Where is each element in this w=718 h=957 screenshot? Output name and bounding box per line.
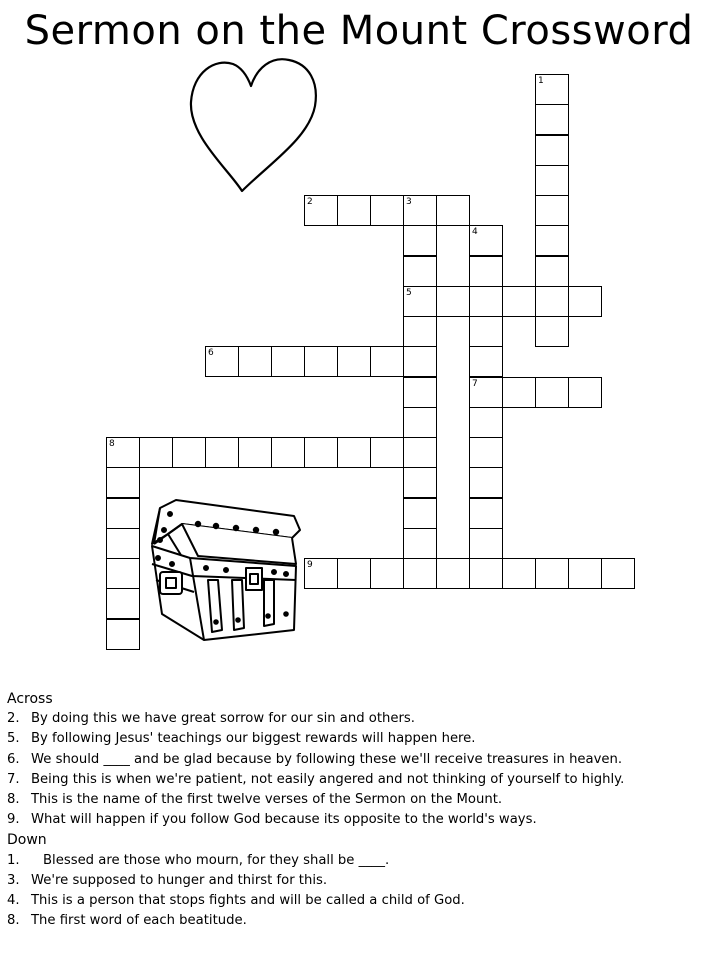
grid-cell[interactable] [337,437,371,468]
grid-cell[interactable] [106,528,140,559]
grid-cell[interactable] [403,498,437,529]
grid-cell[interactable] [403,377,437,408]
grid-cell[interactable] [205,437,239,468]
grid-cell[interactable] [370,437,404,468]
grid-cell[interactable] [469,346,503,377]
down-heading: Down [7,832,47,849]
grid-cell[interactable] [337,195,371,226]
grid-cell[interactable] [469,498,503,529]
across-clue-2: 2. By doing this we have great sorrow for our sin and others. [7,711,415,727]
clue-number: 3 [406,197,412,207]
grid-cell[interactable] [403,407,437,438]
grid-cell[interactable] [601,558,635,589]
grid-cell[interactable] [535,316,569,347]
grid-cell[interactable] [502,286,536,317]
grid-cell[interactable] [568,286,602,317]
grid-cell[interactable] [271,346,305,377]
down-clue-8: 8. The first word of each beatitude. [7,913,247,929]
grid-cell[interactable] [436,558,470,589]
grid-cell[interactable] [337,558,371,589]
grid-cell[interactable] [568,377,602,408]
page-title: Sermon on the Mount Crossword [24,8,694,54]
grid-cell[interactable] [238,346,272,377]
grid-cell[interactable] [502,377,536,408]
clues-section [7,689,717,931]
across-clue-7: 7. Being this is when we're patient, not easily angered and not thinking of yourself to highly. [7,771,625,787]
grid-cell[interactable] [304,346,338,377]
grid-cell[interactable] [403,437,437,468]
grid-cell[interactable] [535,165,569,196]
clue-number: 9 [307,560,313,570]
grid-cell[interactable] [469,558,503,589]
clue-number: 8 [109,439,115,449]
grid-cell[interactable] [403,195,437,226]
across-clue-9: 9. What will happen if you follow God because its opposite to the world's ways. [7,812,537,828]
grid-cell[interactable] [436,195,470,226]
grid-cell[interactable] [469,528,503,559]
grid-cell[interactable] [403,286,437,317]
grid-cell[interactable] [469,407,503,438]
grid-cell[interactable] [106,619,140,650]
grid-cell[interactable] [535,256,569,287]
clue-number: 7 [472,379,478,389]
grid-cell[interactable] [106,437,140,468]
grid-cell[interactable] [304,558,338,589]
grid-cell[interactable] [535,74,569,105]
across-clue-6: 6. We should ____ and be glad because by following these we'll receive treasures in heaven. [7,751,623,767]
grid-cell[interactable] [469,437,503,468]
grid-cell[interactable] [106,588,140,619]
grid-cell[interactable] [238,437,272,468]
grid-cell[interactable] [403,467,437,498]
grid-cell[interactable] [370,195,404,226]
grid-cell[interactable] [469,256,503,287]
grid-cell[interactable] [469,467,503,498]
grid-cell[interactable] [304,195,338,226]
clue-number: 6 [208,348,214,358]
grid-cell[interactable] [370,346,404,377]
grid-cell[interactable] [535,104,569,135]
grid-cell[interactable] [469,377,503,408]
grid-cell[interactable] [469,316,503,347]
grid-cell[interactable] [502,558,536,589]
clue-number: 2 [307,197,313,207]
grid-cell[interactable] [304,437,338,468]
grid-cell[interactable] [535,135,569,166]
down-clue-1: 1. Blessed are those who mourn, for they shall be ____. [7,852,390,868]
down-clue-3: 3. We're supposed to hunger and thirst for this. [7,872,328,888]
clue-number: 5 [406,288,412,298]
clue-number: 4 [472,227,478,237]
down-clue-4: 4. This is a person that stops fights and will be called a child of God. [7,893,465,909]
across-clue-8: 8. This is the name of the first twelve verses of the Sermon on the Mount. [7,792,503,808]
grid-cell[interactable] [535,225,569,256]
grid-cell[interactable] [205,346,239,377]
grid-cell[interactable] [403,528,437,559]
grid-cell[interactable] [172,437,206,468]
grid-cell[interactable] [535,286,569,317]
grid-cell[interactable] [403,558,437,589]
grid-cell[interactable] [139,437,173,468]
grid-cell[interactable] [370,558,404,589]
grid-cell[interactable] [403,256,437,287]
grid-cell[interactable] [436,286,470,317]
grid-cell[interactable] [271,437,305,468]
clue-number: 1 [538,76,544,86]
grid-cell[interactable] [535,195,569,226]
across-heading: Across [7,691,53,707]
grid-cell[interactable] [106,498,140,529]
grid-cell[interactable] [535,558,569,589]
grid-cell[interactable] [337,346,371,377]
grid-cell[interactable] [469,286,503,317]
grid-cell[interactable] [403,316,437,347]
grid-cell[interactable] [403,225,437,256]
grid-cell[interactable] [403,346,437,377]
grid-cell[interactable] [106,558,140,589]
across-clue-5: 5. By following Jesus' teachings our biggest rewards will happen here. [7,731,476,747]
grid-cell[interactable] [568,558,602,589]
grid-cell[interactable] [535,377,569,408]
grid-cell[interactable] [106,467,140,498]
grid-cell[interactable] [469,225,503,256]
